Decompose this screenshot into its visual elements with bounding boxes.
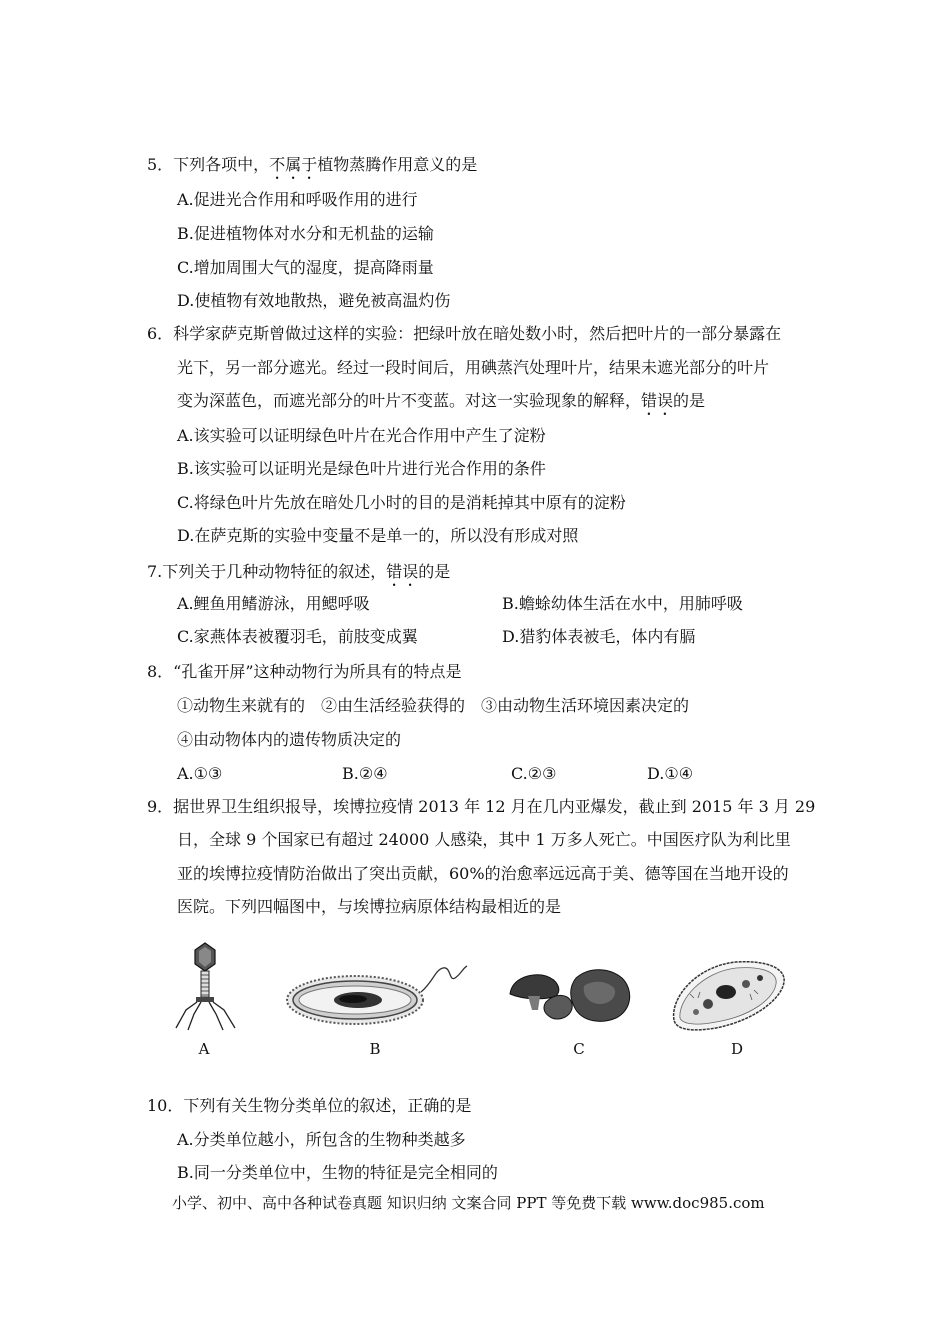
q8-items-line2: ④由动物体内的遗传物质决定的 (177, 730, 402, 749)
q7-option-a: A.鲤鱼用鳍游泳，用鳃呼吸 (177, 594, 370, 613)
footer-text: 小学、初中、高中各种试卷真题 知识归纳 文案合同 PPT 等免费下载 www.doc985.com (172, 1194, 765, 1212)
q5-option-b: B.促进植物体对水分和无机盐的运输 (177, 224, 434, 243)
q7-stem: 7.下列关于几种动物特征的叙述，错误的是 (147, 562, 451, 581)
paramecium-image (666, 958, 790, 1034)
q8-option-c: C.②③ (511, 764, 557, 783)
q6-option-b: B.该实验可以证明光是绿色叶片进行光合作用的条件 (177, 459, 546, 478)
q10-option-b: B.同一分类单位中，生物的特征是完全相同的 (177, 1163, 498, 1182)
q5-stem: 5．下列各项中，不属于植物蒸腾作用意义的是 (147, 155, 478, 174)
q5-option-d: D.使植物有效地散热，避免被高温灼伤 (177, 291, 451, 310)
q9-stem-line3: 亚的埃博拉疫情防治做出了突出贡献，60%的治愈率远远高于美、德等国在当地开设的 (177, 864, 789, 883)
q8-option-b: B.②④ (342, 764, 388, 783)
q5-option-c: C.增加周围大气的湿度，提高降雨量 (177, 258, 434, 277)
q5-option-a: A.促进光合作用和呼吸作用的进行 (177, 190, 418, 209)
q9-stem-line4: 医院。下列四幅图中，与埃博拉病原体结构最相近的是 (177, 897, 562, 916)
q8-items-line1: ①动物生来就有的 ②由生活经验获得的 ③由动物生活环境因素决定的 (177, 696, 690, 715)
q6-stem-line3: 变为深蓝色，而遮光部分的叶片不变蓝。对这一实验现象的解释，错误的是 (177, 391, 706, 410)
q7-emphasis: 错误 (386, 562, 419, 581)
q10-option-a: A.分类单位越小，所包含的生物种类越多 (177, 1130, 466, 1149)
figure-label-a: A (198, 1040, 210, 1058)
q6-option-a: A.该实验可以证明绿色叶片在光合作用中产生了淀粉 (177, 426, 546, 445)
q9-stem-line1: 9．据世界卫生组织报导，埃博拉疫情 2013 年 12 月在几内亚爆发，截止到 2015 年 3 月 29 (147, 797, 816, 816)
figure-label-d: D (730, 1040, 744, 1058)
q7-option-d: D.猎豹体表被毛，体内有膈 (502, 627, 696, 646)
q7-option-b: B.蟾蜍幼体生活在水中，用肺呼吸 (502, 594, 743, 613)
q6-stem-line2: 光下，另一部分遮光。经过一段时间后，用碘蒸汽处理叶片，结果未遮光部分的叶片 (177, 358, 770, 377)
q6-option-d: D.在萨克斯的实验中变量不是单一的，所以没有形成对照 (177, 526, 579, 545)
bacterium-image (283, 962, 468, 1028)
q10-stem: 10．下列有关生物分类单位的叙述，正确的是 (147, 1096, 472, 1115)
q8-stem: 8．“孔雀开屏”这种动物行为所具有的特点是 (147, 662, 462, 681)
bacteriophage-image (168, 940, 243, 1032)
figure-label-c: C (573, 1040, 585, 1058)
q6-stem-line1: 6．科学家萨克斯曾做过这样的实验：把绿叶放在暗处数小时，然后把叶片的一部分暴露在 (147, 324, 782, 343)
q5-emphasis: 不属于 (269, 155, 318, 174)
q7-option-c: C.家燕体表被覆羽毛，前肢变成翼 (177, 627, 418, 646)
q8-option-a: A.①③ (177, 764, 223, 783)
q9-stem-line2: 日，全球 9 个国家已有超过 24000 人感染，其中 1 万多人死亡。中国医疗队为利比里 (177, 830, 791, 849)
q6-emphasis: 错误 (641, 391, 674, 410)
mushroom-image (506, 964, 641, 1030)
q6-option-c: C.将绿色叶片先放在暗处几小时的目的是消耗掉其中原有的淀粉 (177, 493, 626, 512)
q8-option-d: D.①④ (647, 764, 694, 783)
figure-label-b: B (369, 1040, 381, 1058)
